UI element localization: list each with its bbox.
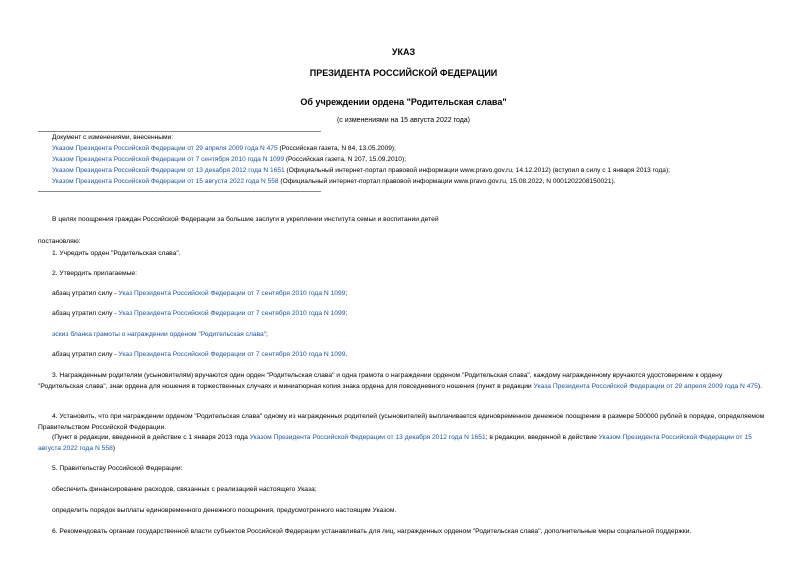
divider-top (38, 131, 321, 132)
change-item: Указом Президента Российской Федерации от 29 апреля 2009 года N 475 (Российская газета, N 84, 13.05.2009); (52, 145, 396, 152)
paragraph-1: 1. Учредить орден "Родительская слава". (52, 250, 181, 257)
change-link[interactable]: Указом Президента Российской Федерации от 7 сентября 2010 года N 1099 (52, 156, 284, 163)
repeal-link[interactable]: Указ Президента Российской Федерации от 7 сентября 2010 года N 1099 (118, 351, 346, 358)
amendment-link[interactable]: Указа Президента Российской Федерации от 29 апреля 2009 года N 475 (533, 382, 758, 390)
paragraph-5: 5. Правительству Российской Федерации: (52, 465, 183, 472)
change-link[interactable]: Указом Президента Российской Федерации от 29 апреля 2009 года N 475 (52, 145, 278, 152)
decree-word: постановляю: (38, 238, 81, 245)
doc-issuer: ПРЕЗИДЕНТА РОССИЙСКОЙ ФЕДЕРАЦИИ (309, 68, 498, 78)
paragraph-5b: определить порядок выплаты единовременного денежного поощрения, предусмотренного настоящим Указом. (52, 507, 397, 514)
amendment-link[interactable]: Указом Президента Российской Федерации от 15 августа 2022 года N 558 (38, 434, 752, 452)
divider-bottom (38, 191, 321, 192)
amendment-link[interactable]: Указом Президента Российской Федерации от 13 декабря 2012 года N 1651 (249, 434, 486, 441)
change-item: Указом Президента Российской Федерации от 13 декабря 2012 года N 1651 (Официальный интернет-портал правовой информации www.pravo.gov.ru, 14.12.2012) (вступил в силу с 1 января 2013 года); (52, 167, 670, 174)
paragraph-4: 4. Установить, что при награждении орденом "Родительская слава" одному из награжденных родителей (усыновителей) выплачивается единовременное денежное поощрение в размере 500000 рублей в порядке, определяемом Правительством Российской Федерации. (38, 413, 765, 431)
paragraph-6: 6. Рекомендовать органам государственной власти субъектов Российской Федерации устанавливать для лиц, награжденных орденом "Родительская слава", дополнительные меры социальной поддержки. (52, 528, 692, 535)
change-item: Указом Президента Российской Федерации от 15 августа 2022 года N 558 (Официальный интернет-портал правовой информации www.pravo.gov.ru, 15.08.2022, N 0001202208150021). (52, 178, 616, 185)
revision-note: (с изменениями на 15 августа 2022 года) (336, 117, 471, 124)
subparagraph: эскиз бланка грамоты о награждении орденом "Родительская слава"; (52, 331, 269, 338)
paragraph-4-note: (Пункт в редакции, введенной в действие с 1 января 2013 года Указом Президента Российской Федерации от 13 декабря 2012 года N 1651; в редакции, введенной в действие Указом Президента Российской Федерации от 15 августа 2022 года N 558) (38, 434, 752, 452)
repeal-link[interactable]: Указ Президента Российской Федерации от 7 сентября 2010 года N 1099 (118, 310, 346, 317)
doc-title: Об учреждении ордена "Родительская слава" (300, 97, 507, 107)
subparagraph: абзац утратил силу - Указ Президента Российской Федерации от 7 сентября 2010 года N 1099; (52, 310, 348, 317)
change-link[interactable]: Указом Президента Российской Федерации от 15 августа 2022 года N 558 (52, 178, 279, 185)
paragraph-2: 2. Утвердить прилагаемые: (52, 270, 137, 277)
repeal-link[interactable]: Указ Президента Российской Федерации от 7 сентября 2010 года N 1099 (118, 290, 346, 297)
paragraph-3: 3. Награжденным родителям (усыновителям) вручаются один орден "Родительская слава" и одна грамота о награждении орденом "Родительская слава", каждому награжденному вручаются удостоверение к ордену "Родительская слава", знак ордена для ношения в торжественных случаях и миниатюрная копия знака ордена для повседневного ношения (пункт в редакции Указа Президента Российской Федерации от 29 апреля 2009 года N 475). (38, 372, 762, 390)
preamble: В целях поощрения граждан Российской Федерации за большие заслуги в укреплении института семьи и воспитании детей (52, 216, 439, 223)
change-link[interactable]: Указом Президента Российской Федерации от 13 декабря 2012 года N 1651 (52, 167, 285, 174)
changes-intro: Документ с изменениями, внесенными: (52, 134, 174, 141)
doc-type: УКАЗ (391, 47, 416, 57)
form-sketch-link[interactable]: эскиз бланка грамоты о награждении орденом "Родительская слава" (52, 331, 267, 338)
subparagraph: абзац утратил силу - Указ Президента Российской Федерации от 7 сентября 2010 года N 1099; (52, 290, 348, 297)
change-item: Указом Президента Российской Федерации от 7 сентября 2010 года N 1099 (Российская газета, N 207, 15.09.2010); (52, 156, 406, 163)
subparagraph: абзац утратил силу - Указ Президента Российской Федерации от 7 сентября 2010 года N 1099. (52, 351, 348, 358)
paragraph-5a: обеспечить финансирование расходов, связанных с реализацией настоящего Указа; (52, 486, 317, 493)
